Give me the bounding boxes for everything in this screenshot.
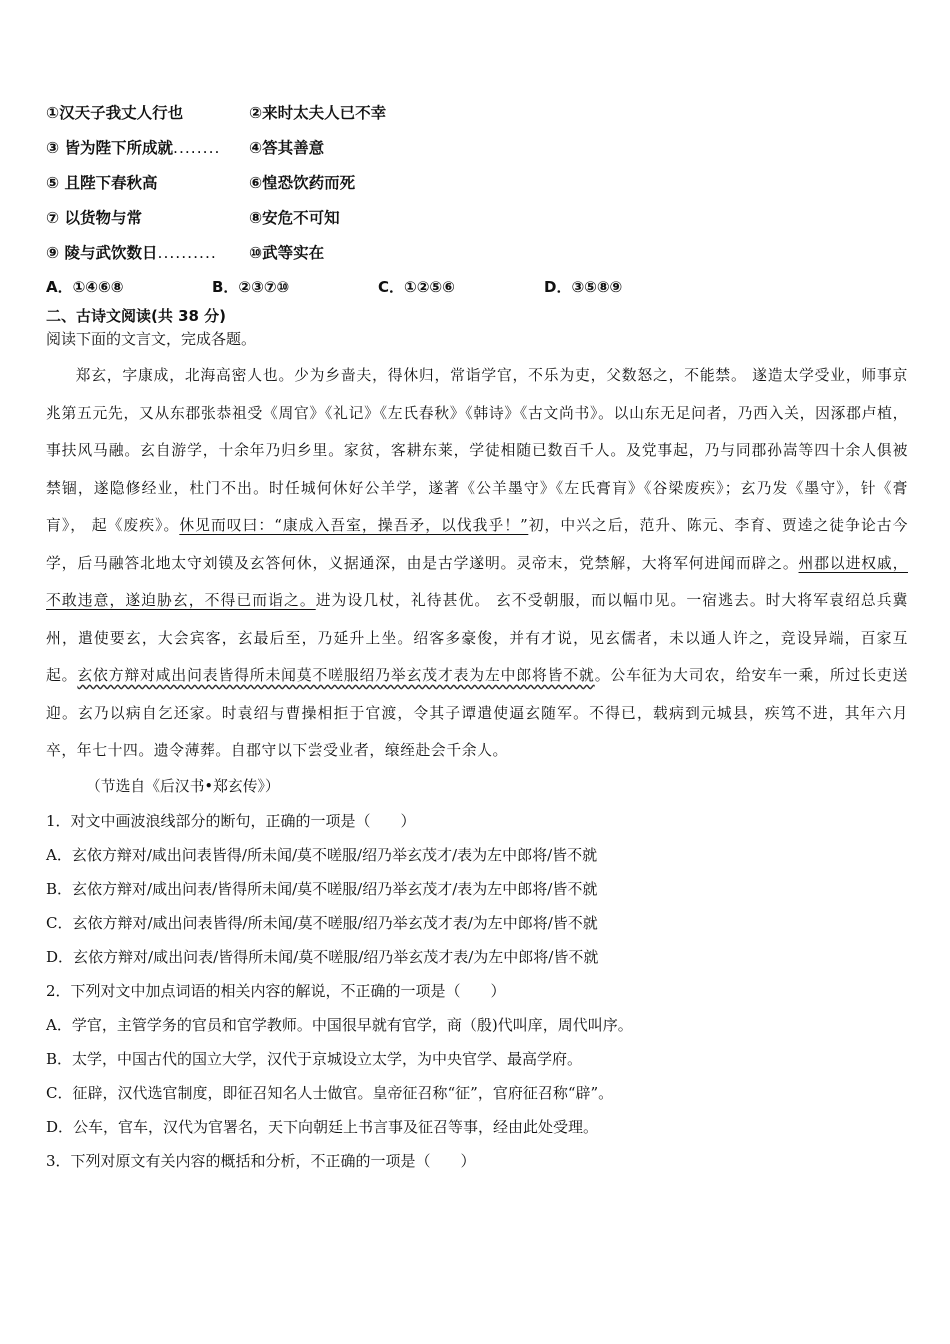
question-option[interactable]: D．玄依方辩对/咸出问表/皆得所未闻/莫不嗟服/绍乃举玄茂才表/为左中郎将/皆不就 [46,947,599,966]
question-option[interactable]: B．玄依方辩对/咸出问表/皆得所未闻/莫不嗟服/绍乃举玄茂才/表为左中郎将/皆不就 [46,879,598,898]
answer-option-b[interactable]: B．②③⑦⑩ [212,277,290,296]
passage-source: （节选自《后汉书•郑玄传》） [86,777,280,795]
choice-item: ⑦ 以货物与常 [46,208,143,227]
question-option[interactable]: C．玄依方辩对/咸出问表皆得/所未闻/莫不嗟服/绍乃举玄茂才表/为左中郎将/皆不就 [46,913,598,932]
answer-option-d[interactable]: D．③⑤⑧⑨ [544,277,623,296]
choice-item: ⑥惶恐饮药而死 [249,173,356,192]
exam-page [46,94,908,1178]
answer-option-a[interactable]: A．①④⑥⑧ [46,277,124,296]
passage-text: 。公车征为大司农，给安车一乘，所过长吏送迎。玄乃以病自乞还家。时袁绍与曹操相拒于官渡，令其子谭遣使逼玄随军。不得已，载病到元城县，疾笃不进，其年六月卒，年七十四。遗令薄葬。自郡守以下尝受业者，缞绖赴会千余人。 [46,667,908,759]
instruction: 阅读下面的文言文，完成各题。 [46,330,257,348]
question-1 [46,804,908,974]
underlined-sentence: 休见而叹曰：“康成入吾室，操吾矛，以伐我乎！” [179,517,529,534]
wavy-underlined-sentence: 玄依方辩对咸出问表皆得所未闻莫不嗟服绍乃举玄茂才表为左中郎将皆不就 [77,667,595,684]
classical-passage [46,357,908,770]
answer-option-c[interactable]: C．①②⑤⑥ [378,277,455,296]
choice-item: ⑤ 且陛下春秋高 [46,173,158,192]
choice-row [46,164,908,199]
question-stem: 1．对文中画波浪线部分的断句，正确的一项是（ ） [46,811,416,830]
passage-text: 郑玄，字康成，北海高密人也。少为乡啬夫，得休归，常诣学官，不乐为吏，父数怒之，不能禁。 遂造太学受业，师事京兆第五元先，又从东郡张恭祖受《周官》《礼记》《左氏春秋》《韩诗》《古文尚书》。以山东无足问者，乃西入关，因涿郡卢植，事扶风马融。玄自游学，十余年乃归乡里。家贫，客耕东莱，学徒相随已数百千人。及党事起，乃与同郡孙嵩等四十余人俱被禁锢，遂隐修经业，杜门不出。时任城何休好公羊学，遂著《公羊墨守》《左氏膏肓》《谷梁废疾》；玄乃发《墨守》，针《膏肓》， 起《废疾》。 [46,367,908,534]
question-stem: 3．下列对原文有关内容的概括和分析，不正确的一项是（ ） [46,1151,476,1170]
question-option[interactable]: B．太学，中国古代的国立大学，汉代于京城设立太学，为中央官学、最高学府。 [46,1049,583,1068]
question-option[interactable]: D．公车，官车，汉代为官署名，天下向朝廷上书言事及征召等事，经由此处受理。 [46,1117,599,1136]
question-2 [46,974,908,1144]
choice-row [46,129,908,164]
emphasis-dots: .......... [157,243,217,262]
passage-text: 进为设几杖，礼待甚优。 玄不受朝服，而以幅巾见。一宿逃去。时大将军袁绍总兵冀州，遣使要玄，大会宾客，玄最后至，乃延升上坐。绍客多豪俊，并有才说，见玄儒者，未以通人许之，竞设异端，百家互起。 [46,592,908,684]
choice-row [46,234,908,269]
section-title: 二、古诗文阅读(共 38 分) [46,307,227,325]
choice-item: ⑩武等实在 [249,243,325,262]
answer-options [46,269,908,303]
question-3 [46,1144,908,1178]
choice-item: ①汉天子我丈人行也 [46,103,184,122]
question-option[interactable]: A．玄依方辩对/咸出问表皆得/所未闻/莫不嗟服/绍乃举玄茂才/表为左中郎将/皆不就 [46,845,598,864]
choice-item: ④答其善意 [249,138,325,157]
question-stem: 2．下列对文中加点词语的相关内容的解说，不正确的一项是（ ） [46,981,506,1000]
emphasis-dots: ........ [173,138,221,157]
choice-row [46,199,908,234]
choice-row [46,94,908,129]
choice-item: ⑧安危不可知 [249,208,340,227]
passage-text: 初，中兴之后，范升、陈元、李育、贾逵之徒争论古今学，后马融答北地太守刘镆及玄答何休，义据通深，由是古学遂明。灵帝末，党禁解，大将军何进闻而辟之。 [46,517,908,572]
underlined-sentence: 州郡以进权戚，不敢违意，遂迫胁玄，不得已而诣之。 [46,554,908,609]
question-option[interactable]: C．征辟，汉代选官制度，即征召知名人士做官。皇帝征召称“征”，官府征召称“辟”。 [46,1083,614,1102]
choice-items [46,94,908,269]
question-option[interactable]: A．学官，主管学务的官员和官学教师。中国很早就有官学，商（殷)代叫庠，周代叫序。 [46,1015,633,1034]
choice-item: ②来时太夫人已不幸 [249,103,387,122]
choice-item: ③ 皆为陛下所成就........ [46,138,221,157]
choice-item: ⑨ 陵与武饮数日.......... [46,243,217,262]
